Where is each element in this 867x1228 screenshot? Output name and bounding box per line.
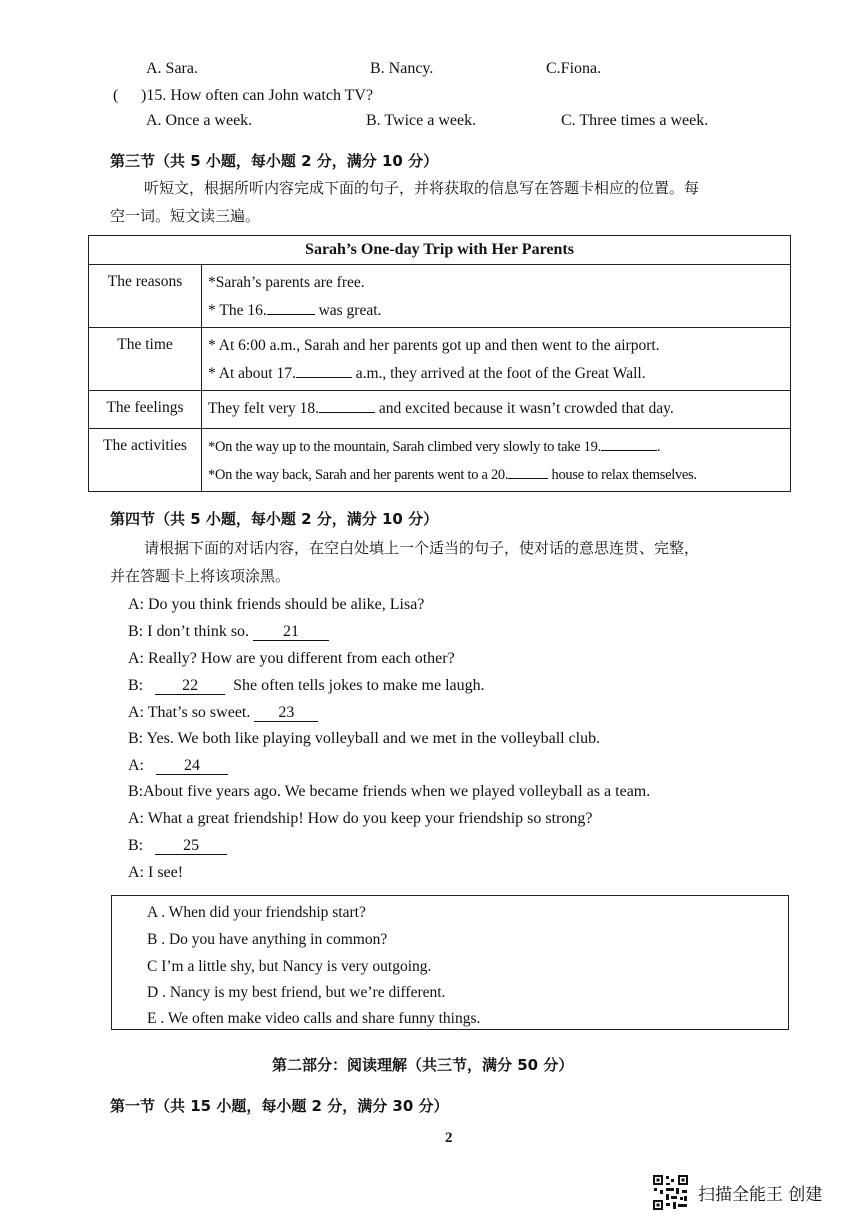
q15-answer-paren: ( bbox=[113, 87, 119, 104]
section3-instruction-line1: 听短文，根据所听内容完成下面的句子，并将获取的信息写在答题卡相应的位置。每 bbox=[144, 179, 700, 197]
dialogue-line: B:About five years ago. We became friends when we played volleyball as a team. bbox=[128, 783, 651, 800]
qr-code-icon bbox=[652, 1174, 689, 1211]
row-content-feelings bbox=[202, 391, 791, 429]
row-label-activities: The activities bbox=[89, 429, 202, 492]
blank-16-number: 16. bbox=[247, 302, 267, 319]
blank-16 bbox=[267, 314, 315, 315]
row-content-activities bbox=[202, 429, 791, 492]
blank-19 bbox=[601, 450, 657, 451]
dialogue-line: B: 22 She often tells jokes to make me laugh. bbox=[128, 677, 485, 694]
blank-22: 22 bbox=[155, 678, 225, 695]
dialogue-line: A: Do you think friends should be alike, Lisa? bbox=[128, 596, 425, 613]
dialogue-line: A: That’s so sweet. 23 bbox=[128, 704, 318, 722]
dialogue-line: B: 25 bbox=[128, 837, 227, 855]
scanner-watermark: 扫描全能王 创建 bbox=[698, 1185, 823, 1205]
section3-instruction-line2: 空一词。短文读三遍。 bbox=[110, 207, 261, 225]
time-line-2: * At about 17. a.m., they arrived at the foot of the Great Wall. bbox=[208, 365, 646, 382]
row-label-reasons: The reasons bbox=[89, 265, 202, 328]
trip-table-title: Sarah’s One-day Trip with Her Parents bbox=[89, 236, 791, 265]
option-a: A . When did your friendship start? bbox=[147, 904, 366, 921]
q14-option-a: A. Sara. bbox=[146, 60, 198, 77]
blank-17 bbox=[296, 377, 352, 378]
q15-question: )15. How often can John watch TV? bbox=[141, 87, 374, 104]
time-line-1: * At 6:00 a.m., Sarah and her parents got up and then went to the airport. bbox=[208, 337, 660, 354]
reasons-line-2: * The 16. was great. bbox=[208, 302, 382, 319]
dialogue-line: A: What a great friendship! How do you keep your friendship so strong? bbox=[128, 810, 593, 827]
blank-20 bbox=[508, 478, 548, 479]
blank-19-number: 19. bbox=[583, 439, 601, 455]
blank-18 bbox=[319, 412, 375, 413]
row-label-time: The time bbox=[89, 328, 202, 391]
row-label-feelings: The feelings bbox=[89, 391, 202, 429]
activities-line-2: *On the way back, Sarah and her parents went to a 20. house to relax themselves. bbox=[208, 467, 697, 483]
section4-heading: 第四节（共 5 小题，每小题 2 分，满分 10 分） bbox=[110, 510, 439, 528]
q15-option-c: C. Three times a week. bbox=[561, 112, 709, 129]
answer-options-box bbox=[111, 895, 789, 1030]
section3-heading: 第三节（共 5 小题，每小题 2 分，满分 10 分） bbox=[110, 152, 439, 170]
section4-instruction-line2: 并在答题卡上将该项涂黑。 bbox=[110, 567, 291, 585]
option-e: E . We often make video calls and share funny things. bbox=[147, 1010, 481, 1027]
row-content-reasons bbox=[202, 265, 791, 328]
blank-24: 24 bbox=[156, 758, 228, 775]
blank-18-number: 18. bbox=[299, 400, 320, 417]
blank-23: 23 bbox=[254, 705, 318, 722]
blank-21: 21 bbox=[253, 624, 329, 641]
blank-20-number: 20. bbox=[490, 467, 509, 483]
dialogue-line: A: Really? How are you different from each other? bbox=[128, 650, 455, 667]
q14-option-b: B. Nancy. bbox=[370, 60, 434, 77]
option-b: B . Do you have anything in common? bbox=[147, 931, 388, 948]
page-number: 2 bbox=[445, 1130, 453, 1146]
reasons-line-1: *Sarah’s parents are free. bbox=[208, 274, 365, 291]
part2-section1-heading: 第一节（共 15 小题，每小题 2 分，满分 30 分） bbox=[110, 1097, 449, 1115]
section4-instruction-line1: 请根据下面的对话内容，在空白处填上一个适当的句子，使对话的意思连贯、完整， bbox=[144, 539, 700, 557]
dialogue-line: A: 24 bbox=[128, 757, 228, 775]
q14-option-c: C.Fiona. bbox=[546, 60, 602, 77]
blank-25: 25 bbox=[155, 838, 227, 855]
trip-table bbox=[88, 235, 791, 492]
dialogue-line: B: Yes. We both like playing volleyball and we met in the volleyball club. bbox=[128, 730, 601, 747]
part2-heading: 第二部分：阅读理解（共三节，满分 50 分） bbox=[272, 1056, 574, 1074]
q15-option-b: B. Twice a week. bbox=[366, 112, 477, 129]
feelings-line-1: They felt very 18. and excited because it wasn’t crowded that day. bbox=[208, 400, 674, 417]
row-content-time bbox=[202, 328, 791, 391]
blank-17-number: 17. bbox=[276, 365, 296, 382]
dialogue-line: B: I don’t think so. 21 bbox=[128, 623, 329, 641]
option-c: C I’m a little shy, but Nancy is very outgoing. bbox=[147, 958, 432, 975]
option-d: D . Nancy is my best friend, but we’re different. bbox=[147, 984, 446, 1001]
dialogue-line: A: I see! bbox=[128, 864, 184, 881]
activities-line-1: *On the way up to the mountain, Sarah climbed very slowly to take 19. . bbox=[208, 439, 661, 455]
q15-option-a: A. Once a week. bbox=[146, 112, 253, 129]
